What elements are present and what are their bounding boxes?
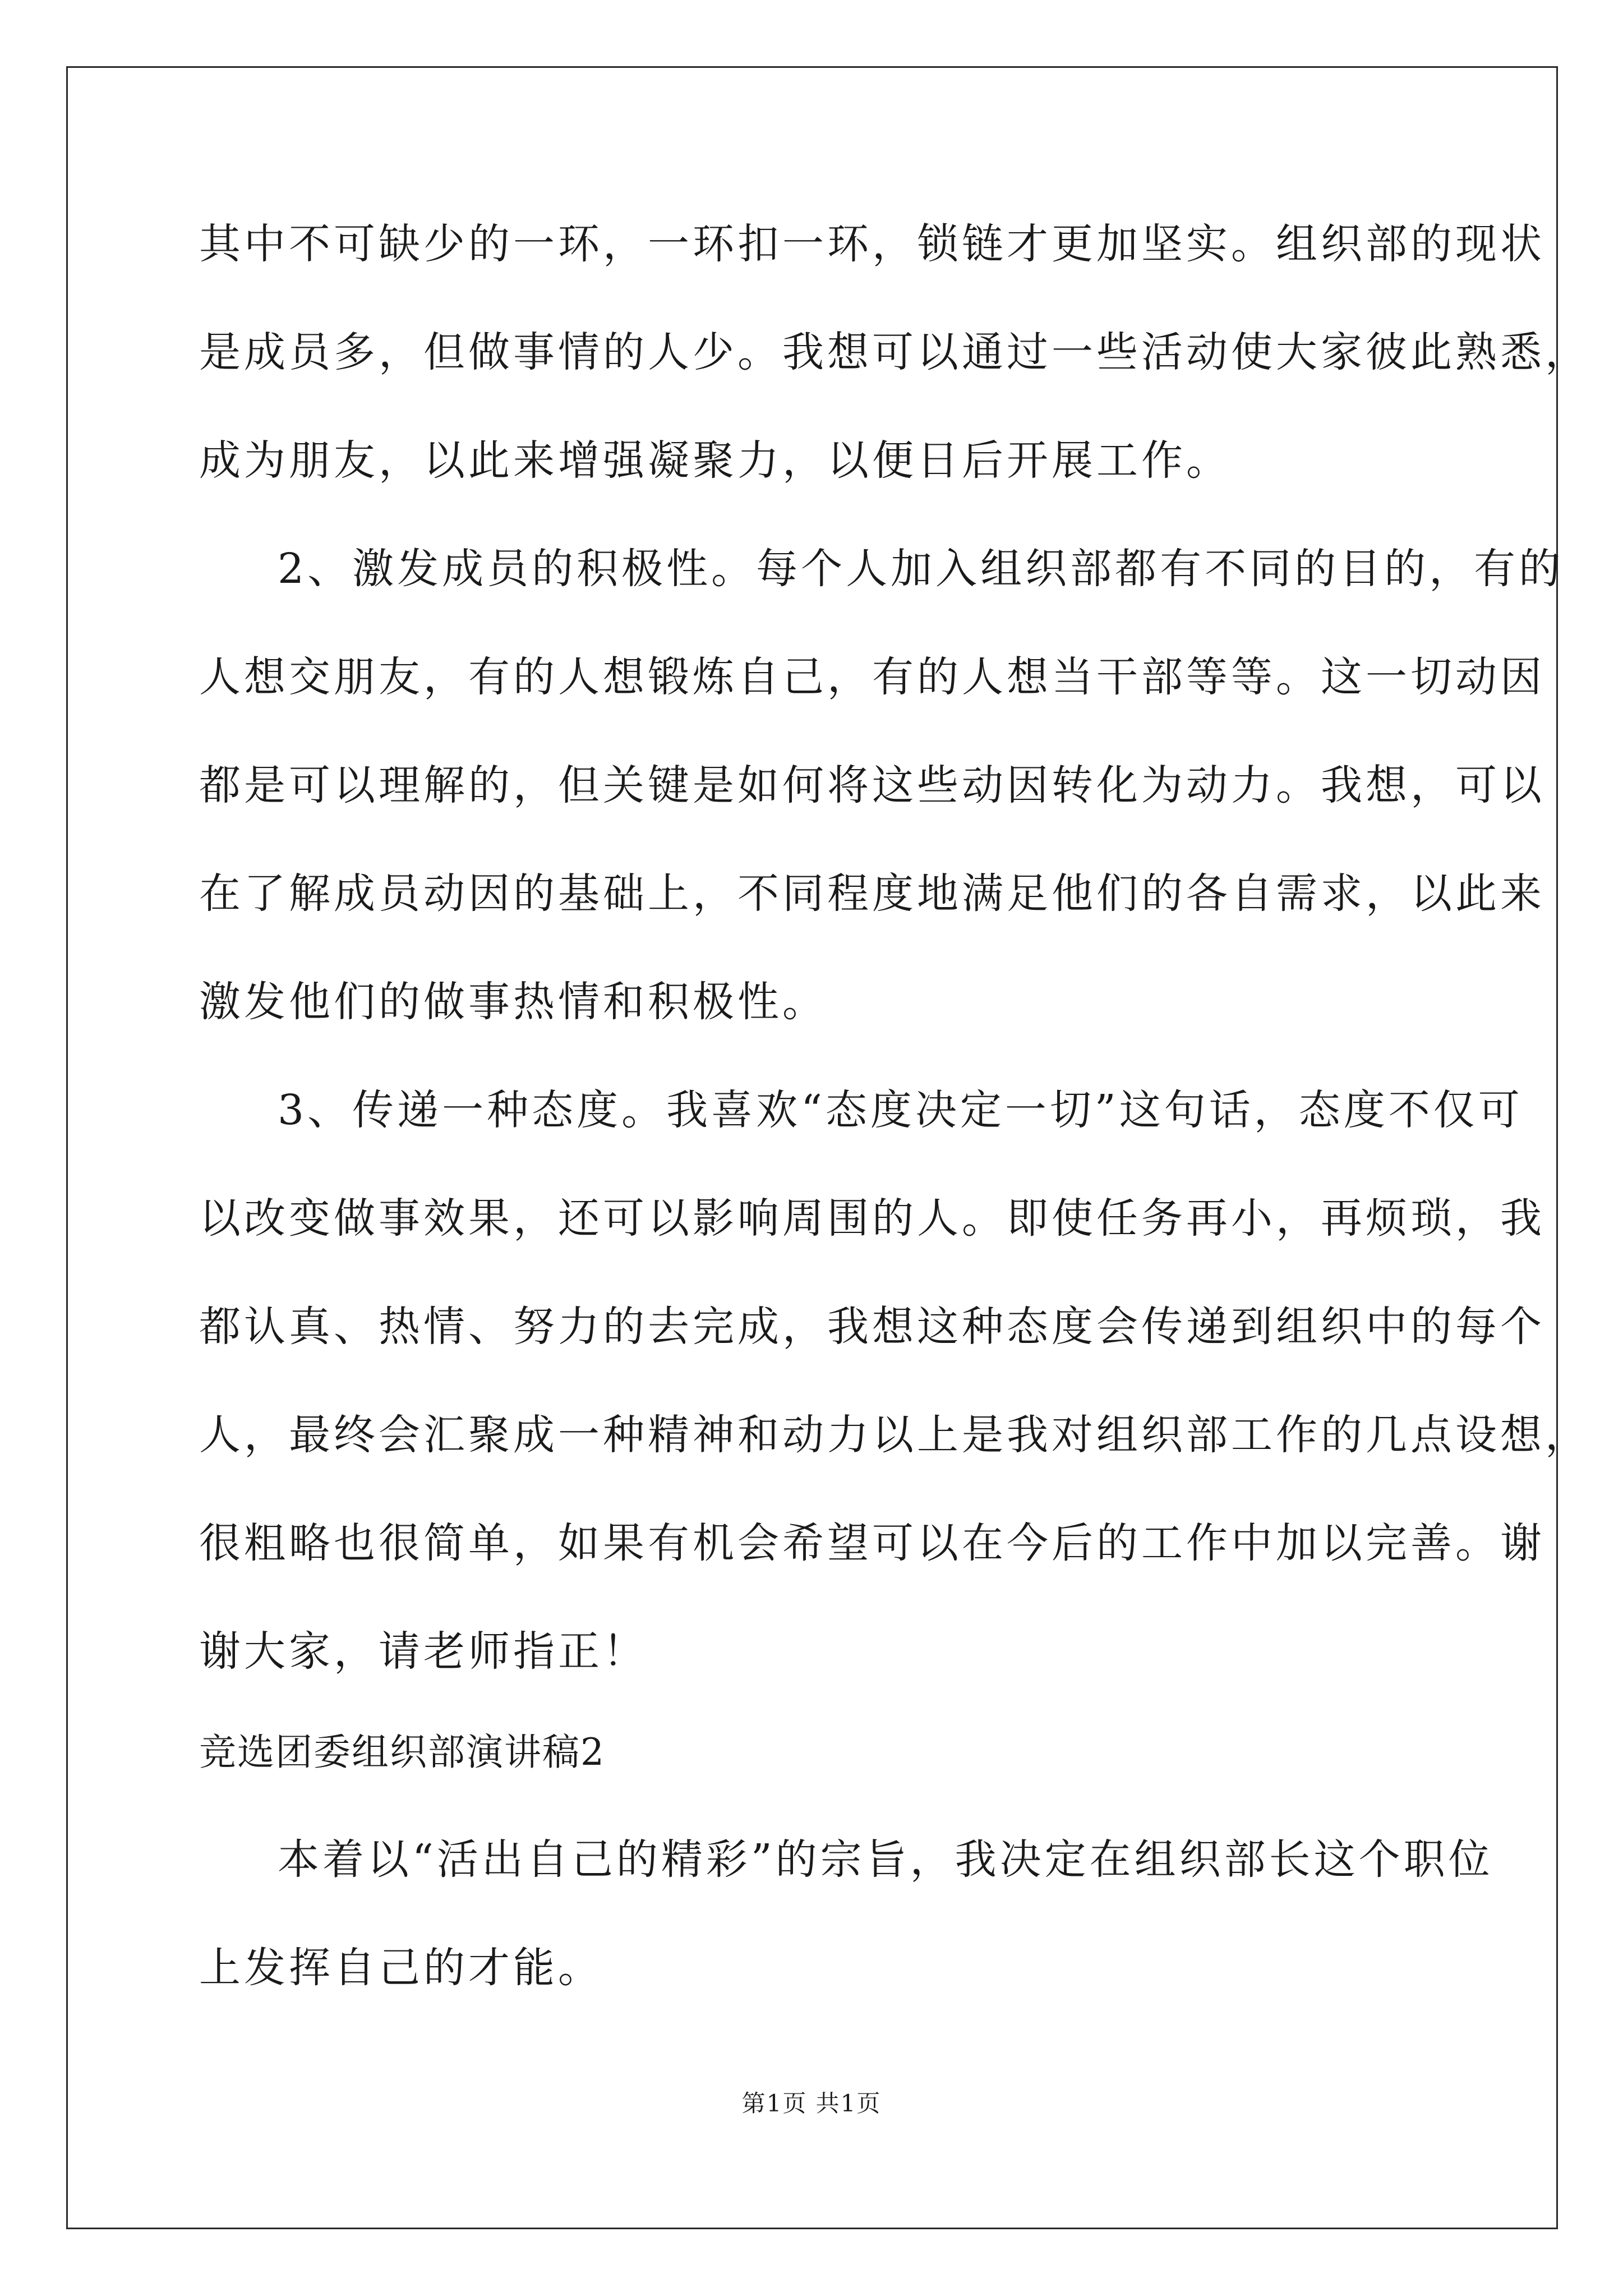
text-line: 很粗略也很简单，如果有机会希望可以在今后的工作中加以完善。谢	[199, 1519, 1545, 1567]
page-number-footer: 第1页 共1页	[741, 2090, 882, 2117]
text-line: 人，最终会汇聚成一种精神和动力以上是我对组织部工作的几点设想，	[199, 1411, 1590, 1459]
section-heading: 竞选团委组织部演讲稿2	[199, 1731, 605, 1774]
text-line: 在了解成员动因的基础上，不同程度地满足他们的各自需求，以此来	[199, 869, 1545, 918]
text-line: 是成员多，但做事情的人少。我想可以通过一些活动使大家彼此熟悉，	[199, 328, 1590, 376]
text-line: 以改变做事效果，还可以影响周围的人。即使任务再小，再烦琐，我	[199, 1194, 1545, 1243]
text-line: 人想交朋友，有的人想锻炼自己，有的人想当干部等等。这一切动因	[199, 653, 1545, 701]
text-line: 上发挥自己的才能。	[199, 1944, 603, 1992]
paragraph-start-line: 2、激发成员的积极性。每个人加入组织部都有不同的目的，有的	[278, 545, 1564, 593]
text-line: 谢大家，请老师指正！	[199, 1627, 648, 1676]
text-line: 激发他们的做事热情和积极性。	[199, 978, 827, 1026]
text-line: 其中不可缺少的一环，一环扣一环，锁链才更加坚实。组织部的现状	[199, 220, 1545, 268]
text-line: 都是可以理解的，但关键是如何将这些动因转化为动力。我想，可以	[199, 761, 1545, 809]
text-line: 都认真、热情、努力的去完成，我想这种态度会传递到组织中的每个	[199, 1303, 1545, 1351]
paragraph-start-line: 3、传递一种态度。我喜欢“态度决定一切”这句话，态度不仅可	[278, 1086, 1523, 1134]
paragraph-start-line: 本着以“活出自己的精彩”的宗旨，我决定在组织部长这个职位	[278, 1835, 1493, 1884]
page-border	[66, 66, 1558, 2229]
text-line: 成为朋友，以此来增强凝聚力，以便日后开展工作。	[199, 436, 1231, 485]
